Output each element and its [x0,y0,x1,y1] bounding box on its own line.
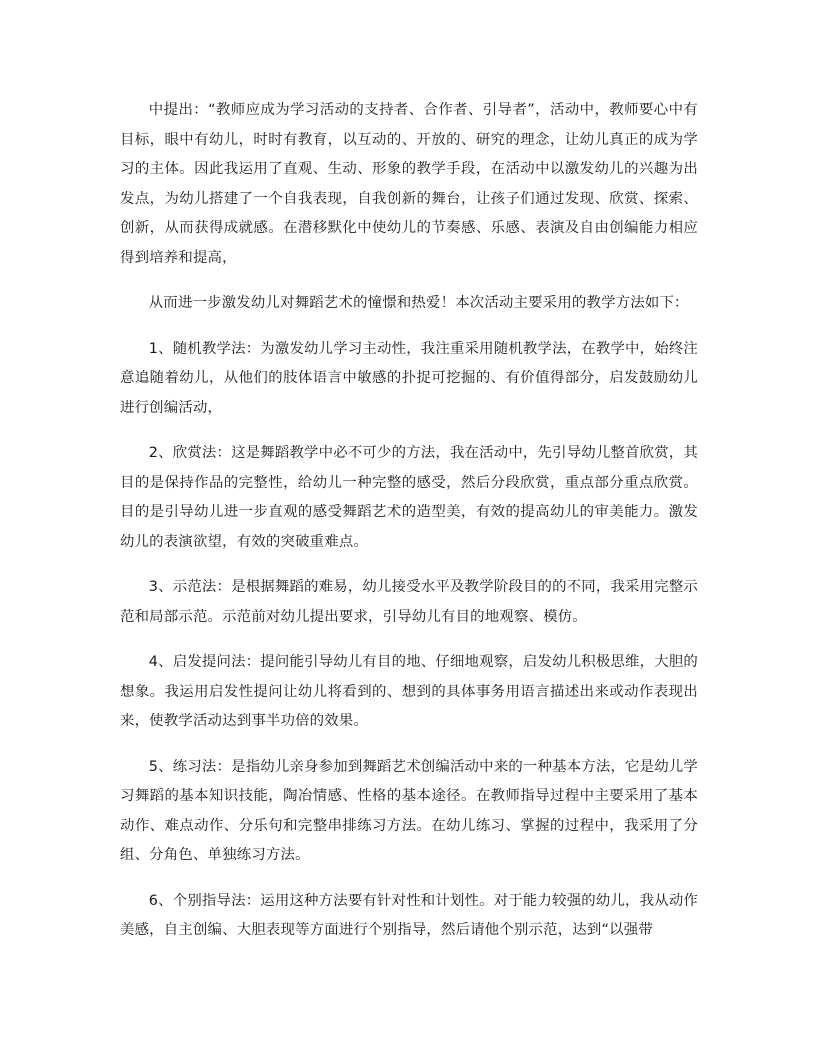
paragraph-method-questioning: 4、启发提问法：提问能引导幼儿有目的地、仔细地观察，启发幼儿积极思维，大胆的想象。我运用启发性提问让幼儿将看到的、想到的具体事务用语言描述出来或动作表现出来，使教学活动达到事半功倍的效果。 [120,654,699,729]
paragraph-method-appreciation: 2、欣赏法：这是舞蹈教学中必不可少的方法，我在活动中，先引导幼儿整首欣赏，其目的是保持作品的完整性，给幼儿一种完整的感受，然后分段欣赏，重点部分重点欣赏。目的是引导幼儿进一步直观的感受舞蹈艺术的造型美，有效的提高幼儿的审美能力。激发幼儿的表演欲望，有效的突破重难点。 [120,445,699,550]
paragraph-method-practice: 5、练习法：是指幼儿亲身参加到舞蹈艺术创编活动中来的一种基本方法，它是幼儿学习舞蹈的基本知识技能，陶冶情感、性格的基本途径。在教师指导过程中主要采用了基本动作、难点动作、分乐句和完整串排练习方法。在幼儿练习、掌握的过程中，我采用了分组、分角色、单独练习方法。 [120,758,699,863]
document-body [120,96,698,962]
paragraph-intro: 中提出：“教师应成为学习活动的支持者、合作者、引导者”，活动中，教师要心中有目标，眼中有幼儿，时时有教育，以互动的、开放的、研究的理念，让幼儿真正的成为学习的主体。因此我运用了直观、生动、形象的教学手段，在活动中以激发幼儿的兴趣为出发点，为幼儿搭建了一个自我表现，自我创新的舞台，让孩子们通过发现、欣赏、探索、创新，从而获得成就感。在潜移默化中使幼儿的节奏感、乐感、表演及自由创编能力相应得到培养和提高， [120,102,698,266]
paragraph-method-demonstration: 3、示范法：是根据舞蹈的难易，幼儿接受水平及教学阶段目的的不同，我采用完整示范和局部示范。示范前对幼儿提出要求，引导幼儿有目的地观察、模仿。 [120,579,699,625]
paragraph-methods-lead: 从而进一步激发幼儿对舞蹈艺术的憧憬和热爱！本次活动主要采用的教学方法如下： [148,295,689,311]
paragraph-method-individual: 6、个别指导法：运用这种方法要有针对性和计划性。对于能力较强的幼儿，我从动作美感，自主创编、大胆表现等方面进行个别指导，然后请他个别示范，达到“以强带 [120,892,699,938]
paragraph-method-random: 1、随机教学法：为激发幼儿学习主动性，我注重采用随机教学法，在教学中，始终注意追随着幼儿，从他们的肢体语言中敏感的扑捉可挖掘的、有价值得部分，启发鼓励幼儿进行创编活动， [120,340,699,416]
